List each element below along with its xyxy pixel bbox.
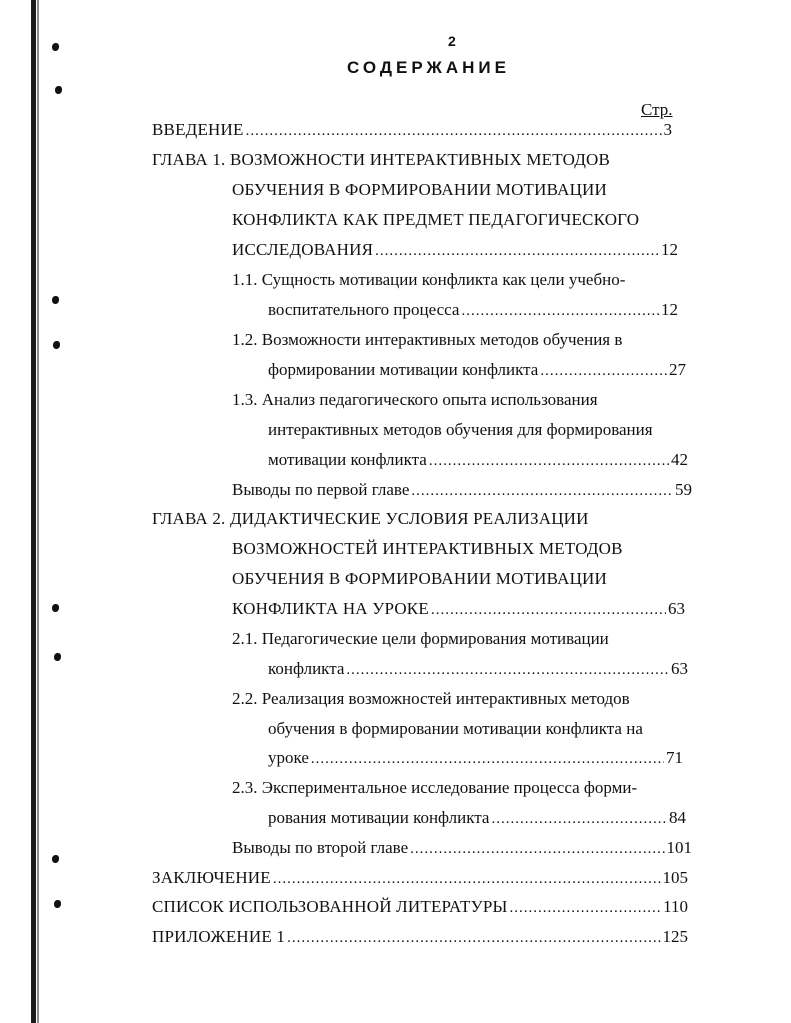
toc-leader-dots [411,479,673,502]
toc-entry-title: ЗАКЛЮЧЕНИЕ [152,868,271,887]
toc-entry [232,208,682,232]
toc-entry [268,746,683,770]
toc-entry [232,627,682,651]
scan-artifact-mark [54,900,61,908]
page-title: СОДЕРЖАНИЕ [347,58,510,77]
toc-entry [152,118,672,142]
toc-leader-dots [431,598,666,621]
toc-entry-title: 2.3. Экспериментальное исследование процесса форми- [232,778,638,797]
toc-entry-page: 42 [671,450,688,469]
toc-entry-title: конфликта [268,659,345,678]
toc-entry-page: 63 [671,659,688,678]
toc-entry-title: ВВЕДЕНИЕ [152,120,244,139]
toc-entry-title: 2.2. Реализация возможностей интерактивных методов [232,689,630,708]
toc-entry-title: Выводы по второй главе [232,838,409,857]
toc-entry [268,418,688,442]
page-number: 2 [448,33,456,49]
toc-entry-page: 63 [668,599,685,618]
toc-entry [232,567,682,591]
scan-artifact-mark [52,296,59,304]
scan-artifact-mark [52,855,59,863]
toc-entry-title: ГЛАВА 2. ДИДАКТИЧЕСКИЕ УСЛОВИЯ РЕАЛИЗАЦИИ [152,509,589,528]
toc-entry-title: ОБУЧЕНИЯ В ФОРМИРОВАНИИ МОТИВАЦИИ [232,569,607,588]
toc-leader-dots [346,658,669,681]
toc-entry-title: Выводы по первой главе [232,480,410,499]
toc-entry-title: КОНФЛИКТА НА УРОКЕ [232,599,429,618]
toc-entry-title: мотивации конфликта [268,450,427,469]
page-column-header: Стр. [641,100,673,119]
toc-entry-page: 125 [662,927,688,946]
toc-entry-page: 105 [662,868,688,887]
toc-leader-dots [273,867,661,890]
toc-entry [232,268,682,292]
toc-entry-page: 12 [661,240,678,259]
toc-leader-dots [375,239,659,262]
toc-entry [232,537,682,561]
scan-binding-edge [31,0,36,1023]
toc-entry [268,358,686,382]
toc-entry [232,478,692,502]
toc-entry-title: ОБУЧЕНИЯ В ФОРМИРОВАНИИ МОТИВАЦИИ [232,180,607,199]
scan-artifact-mark [55,86,62,94]
toc-entry-page: 12 [661,300,678,319]
toc-entry-title: 1.3. Анализ педагогического опыта использования [232,390,598,409]
toc-entry-title: уроке [268,748,309,767]
toc-entry [268,806,686,830]
toc-entry-title: обучения в формировании мотивации конфликта на [268,719,643,738]
toc-entry-page: 3 [663,120,672,139]
toc-entry [268,298,678,322]
toc-entry-title: 1.1. Сущность мотивации конфликта как цели учебно- [232,270,626,289]
toc-entry [152,925,688,949]
toc-entry-page: 110 [663,897,688,916]
toc-leader-dots [429,449,669,472]
toc-entry [232,836,692,860]
scan-artifact-mark [53,341,60,349]
toc-entry-title: КОНФЛИКТА КАК ПРЕДМЕТ ПЕДАГОГИЧЕСКОГО [232,210,640,229]
toc-entry [232,178,682,202]
toc-leader-dots [287,926,660,949]
toc-entry-title: ИССЛЕДОВАНИЯ [232,240,374,259]
toc-entry-title: ГЛАВА 1. ВОЗМОЖНОСТИ ИНТЕРАКТИВНЫХ МЕТОДОВ [152,150,611,169]
toc-entry-title: 2.1. Педагогические цели формирования мотивации [232,629,609,648]
toc-entry [232,597,685,621]
scan-artifact-mark [52,43,59,51]
toc-leader-dots [311,747,664,770]
toc-entry-title: рования мотивации конфликта [268,808,490,827]
toc-entry [232,388,682,412]
toc-entry-page: 101 [666,838,692,857]
scan-artifact-mark [54,653,61,661]
toc-entry [268,657,688,681]
toc-entry-title: воспитательного процесса [268,300,460,319]
toc-leader-dots [540,359,667,382]
toc-entry-title: СПИСОК ИСПОЛЬЗОВАННОЙ ЛИТЕРАТУРЫ [152,897,508,916]
toc-entry [268,717,688,741]
toc-entry-title: ПРИЛОЖЕНИЕ 1 [152,927,286,946]
toc-entry [152,507,672,531]
toc-entry [232,687,682,711]
toc-entry [232,776,682,800]
toc-leader-dots [410,837,664,860]
toc-leader-dots [491,807,667,830]
toc-leader-dots [510,896,662,919]
toc-leader-dots [461,299,659,322]
toc-entry-page: 59 [675,480,692,499]
toc-entry-page: 27 [669,360,686,379]
scan-artifact-mark [52,604,59,612]
toc-entry-title: формировании мотивации конфликта [268,360,539,379]
toc-entry-title: интерактивных методов обучения для формирования [268,420,653,439]
toc-entry [232,328,682,352]
toc-leader-dots [246,119,662,142]
toc-entry [152,148,672,172]
toc-entry-page: 71 [666,748,683,767]
toc-entry [152,895,688,919]
toc-entry-page: 84 [669,808,686,827]
toc-entry [268,448,688,472]
toc-entry [152,866,688,890]
scan-binding-shadow [37,0,39,1023]
toc-entry-title: ВОЗМОЖНОСТЕЙ ИНТЕРАКТИВНЫХ МЕТОДОВ [232,539,623,558]
toc-entry-title: 1.2. Возможности интерактивных методов обучения в [232,330,623,349]
toc-entry [232,238,678,262]
